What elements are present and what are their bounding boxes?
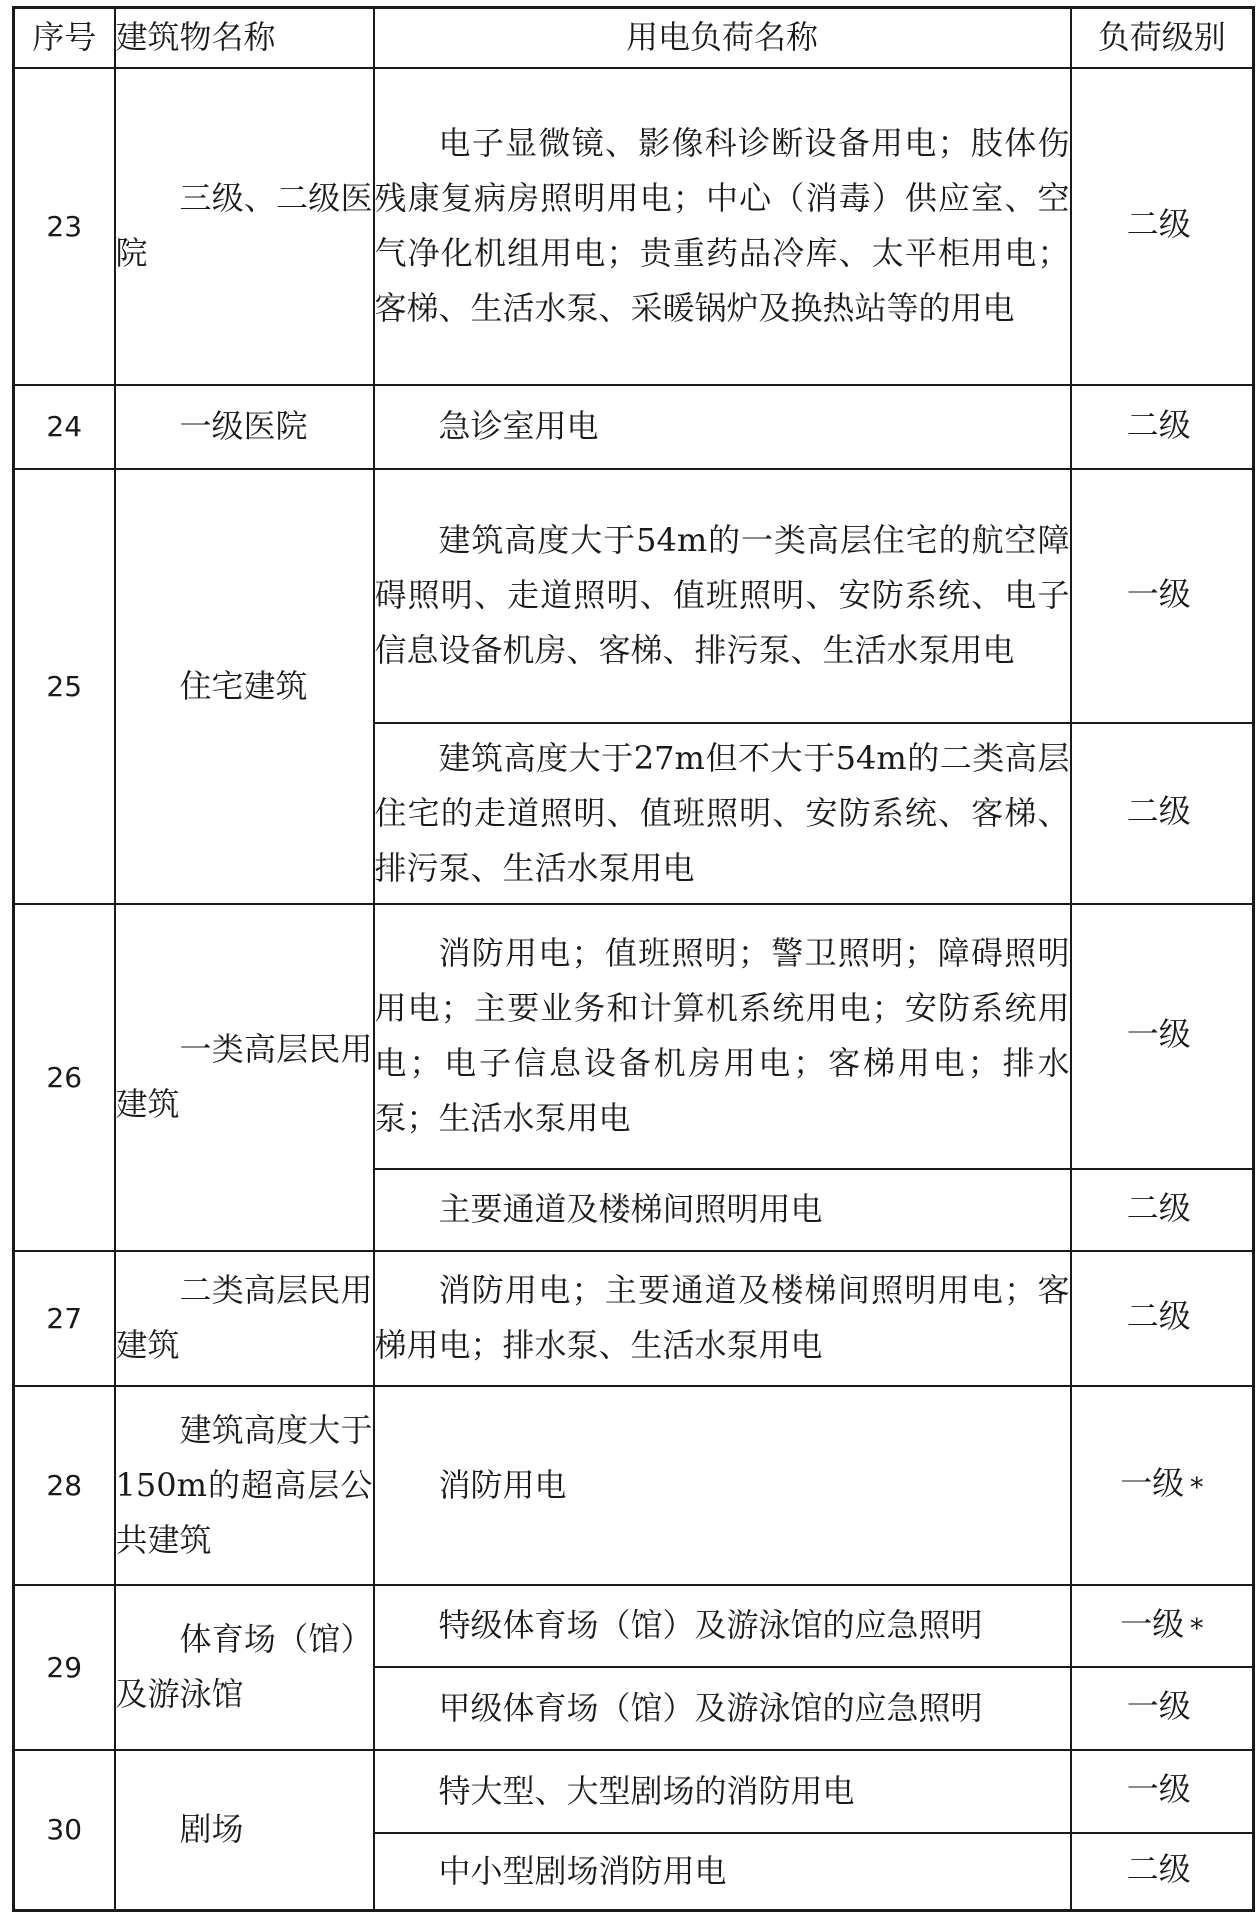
table-row xyxy=(14,1386,1254,1585)
header-load-name: 用电负荷名称 xyxy=(374,8,1071,68)
load-level-text: 二级 xyxy=(1126,1188,1191,1227)
load-level-text: 二级 xyxy=(1126,792,1191,830)
building-name: 一级医院 xyxy=(115,385,374,469)
load-description: 建筑高度大于54m的一类高层住宅的航空障碍照明、走道照明、值班照明、安防系统、电子信息设备机房、客梯、排污泵、生活水泵用电 xyxy=(374,469,1071,723)
load-level xyxy=(1071,1169,1254,1251)
load-description: 急诊室用电 xyxy=(374,385,1071,469)
table-body xyxy=(14,68,1254,1911)
table-row xyxy=(14,904,1254,1169)
load-level xyxy=(1071,1667,1254,1750)
load-description: 电子显微镜、影像科诊断设备用电；肢体伤残康复病房照明用电；中心（消毒）供应室、空气净化机组用电；贵重药品冷库、太平柜用电；客梯、生活水泵、采暖锅炉及换热站等的用电 xyxy=(374,68,1071,385)
load-level xyxy=(1071,1750,1254,1833)
row-number: 25 xyxy=(14,469,115,904)
load-description: 消防用电；主要通道及楼梯间照明用电；客梯用电；排水泵、生活水泵用电 xyxy=(374,1251,1071,1386)
header-load-level: 负荷级别 xyxy=(1071,8,1254,68)
row-number: 30 xyxy=(14,1750,115,1911)
load-level xyxy=(1071,1251,1254,1386)
building-name: 体育场（馆）及游泳馆 xyxy=(115,1585,374,1750)
table-row xyxy=(14,1251,1254,1386)
load-description: 消防用电；值班照明；警卫照明；障碍照明用电；主要业务和计算机系统用电；安防系统用电；电子信息设备机房用电；客梯用电；排水泵；生活水泵用电 xyxy=(374,904,1071,1169)
load-level xyxy=(1071,385,1254,469)
load-level xyxy=(1071,723,1254,904)
load-description: 甲级体育场（馆）及游泳馆的应急照明 xyxy=(374,1667,1071,1750)
table-row xyxy=(14,385,1254,469)
load-description: 主要通道及楼梯间照明用电 xyxy=(374,1169,1071,1251)
header-number: 序号 xyxy=(14,8,115,68)
load-level xyxy=(1071,469,1254,723)
building-name: 建筑高度大于150m的超高层公共建筑 xyxy=(115,1386,374,1585)
row-number: 28 xyxy=(14,1386,115,1585)
header-building: 建筑物名称 xyxy=(115,8,374,68)
load-level-text: 一级 xyxy=(1120,1464,1185,1502)
row-number: 27 xyxy=(14,1251,115,1386)
load-description: 消防用电 xyxy=(374,1386,1071,1585)
row-number: 24 xyxy=(14,385,115,469)
building-name: 住宅建筑 xyxy=(115,469,374,904)
building-name: 二类高层民用建筑 xyxy=(115,1251,374,1386)
load-level xyxy=(1071,68,1254,385)
load-level-text: 二级 xyxy=(1126,405,1191,444)
load-level-text: 一级 xyxy=(1126,1770,1191,1808)
load-description: 特级体育场（馆）及游泳馆的应急照明 xyxy=(374,1585,1071,1667)
header-row xyxy=(14,8,1254,68)
load-description: 中小型剧场消防用电 xyxy=(374,1833,1071,1911)
load-level-text: 二级 xyxy=(1126,1850,1191,1889)
building-name: 三级、二级医院 xyxy=(115,68,374,385)
building-name: 剧场 xyxy=(115,1750,374,1911)
table-row xyxy=(14,1585,1254,1667)
asterisk-mark: * xyxy=(1190,1613,1204,1644)
table-row xyxy=(14,469,1254,723)
load-level-text: 一级 xyxy=(1120,1604,1185,1643)
table-row xyxy=(14,68,1254,385)
table-header xyxy=(14,8,1254,68)
load-level-text: 一级 xyxy=(1126,1687,1191,1725)
asterisk-mark: * xyxy=(1190,1473,1204,1503)
load-level xyxy=(1071,1386,1254,1585)
row-number: 26 xyxy=(14,904,115,1251)
load-level-text: 一级 xyxy=(1126,1015,1191,1053)
load-description: 特大型、大型剧场的消防用电 xyxy=(374,1750,1071,1833)
load-level-text: 一级 xyxy=(1126,574,1191,613)
load-level xyxy=(1071,1833,1254,1911)
load-level-text: 二级 xyxy=(1126,1297,1191,1335)
load-level xyxy=(1071,1585,1254,1667)
load-classification-table xyxy=(12,6,1255,1912)
building-name: 一类高层民用建筑 xyxy=(115,904,374,1251)
load-level-text: 二级 xyxy=(1126,205,1191,243)
row-number: 23 xyxy=(14,68,115,385)
load-level xyxy=(1071,904,1254,1169)
row-number: 29 xyxy=(14,1585,115,1750)
load-description: 建筑高度大于27m但不大于54m的二类高层住宅的走道照明、值班照明、安防系统、客梯、排污泵、生活水泵用电 xyxy=(374,723,1071,904)
table-row xyxy=(14,1750,1254,1833)
